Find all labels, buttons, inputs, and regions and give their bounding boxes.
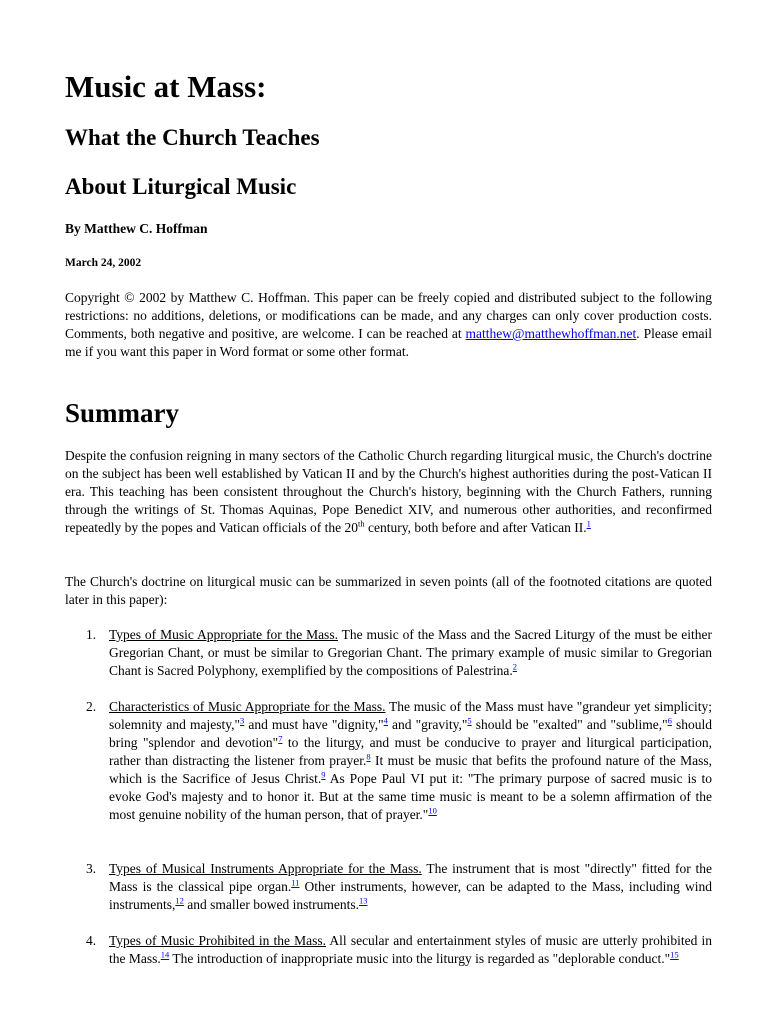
list-number: 2. [86,699,97,714]
summary-text-end: century, both before and after Vatican II. [364,520,587,535]
document-subtitle-2: About Liturgical Music [65,174,297,199]
footnote-link[interactable]: 10 [428,805,437,816]
point-heading: Types of Music Appropriate for the Mass. [109,627,338,642]
footnote-link[interactable]: 6 [667,715,672,726]
footnote-link[interactable]: 5 [467,715,472,726]
footnote-link[interactable]: 11 [291,877,300,888]
publication-date: March 24, 2002 [65,257,142,269]
email-link[interactable]: matthew@matthewhoffman.net [465,326,637,341]
point-text: should be "exalted" and "sublime," [471,717,668,732]
point-text: and must have "dignity," [244,717,384,732]
copyright-paragraph [65,289,712,361]
point-heading: Characteristics of Music Appropriate for the Mass. [109,699,386,714]
document-title: Music at Mass: [65,69,267,104]
point-text: All secular and entertainment styles of music are utterly prohibited in the Mass. [109,933,712,966]
footnote-link[interactable]: 8 [366,751,371,762]
footnote-link[interactable]: 12 [175,895,184,906]
document-subtitle-1: What the Church Teaches [65,125,320,150]
list-item-text [109,698,712,824]
point-text: The instrument that is most "directly" fitted for the Mass is the classical pipe organ. [109,861,713,894]
ordinal-suffix: th [358,518,365,529]
point-text: to the liturgy, and must be conducive to prayer and liturgical participation, rather than distracting the listener from prayer. [109,735,712,768]
author-byline: By Matthew C. Hoffman [65,221,208,236]
footnote-link[interactable]: 9 [321,769,326,780]
copyright-text-end: . Please email me if you want this paper in Word format or some other format. [65,326,712,359]
list-number: 4. [86,933,97,948]
list-item-text [109,626,712,680]
point-heading: Types of Music Prohibited in the Mass. [109,933,327,948]
point-text: The introduction of inappropriate music into the liturgy is regarded as "deplorable conduct." [169,951,671,966]
summary-intro-paragraph: The Church's doctrine on liturgical music can be summarized in seven points (all of the footnoted citations are quoted later in this paper): [65,574,712,607]
footnote-link[interactable]: 7 [278,733,283,744]
footnote-link[interactable]: 13 [358,895,368,906]
point-text: The music of the Mass and the Sacred Liturgy of the must be either Gregorian Chant, or must be similar to Gregorian Chant. The primary example of music similar to Gregorian Chant is Sacred Polyphony, exemplified by the compositions of Palestrina. [109,627,712,678]
summary-text: Despite the confusion reigning in many sectors of the Catholic Church regarding liturgical music, the Church's doctrine on the subject has been well established by Vatican II and by the Church's highest authorities during the post-Vatican II era. This teaching has been consistent throughout the Church's history, beginning with the Church Fathers, running through the writings of St. Thomas Aquinas, Pope Benedict XIV, and numerous other authorities, and reconfirmed repeatedly by the popes and Vatican officials of the 20 [65,448,712,535]
copyright-text: Copyright © 2002 by Matthew C. Hoffman. This paper can be freely copied and distributed subject to the following restrictions: no additions, deletions, or modifications can be made, and any charges can only cover production costs. Comments, both negative and positive, are welcome. I can be reached at [65,290,712,341]
footnote-link[interactable]: 3 [239,715,245,726]
footnote-link[interactable]: 15 [670,949,679,960]
footnote-link[interactable]: 2 [512,661,517,672]
point-text: As Pope Paul VI put it: "The primary purpose of sacred music is to evoke God's majesty and to honor it. But at the same time music is meant to be a solemn affirmation of the most genuine nobility of the human person, that of prayer." [109,771,712,822]
point-text: It must be music that befits the profound nature of the Mass, which is the Sacrifice of Jesus Christ. [109,753,712,786]
point-text: Other instruments, however, can be adapted to the Mass, including wind instruments, [109,879,713,912]
list-number: 1. [86,627,97,642]
list-item-text [109,932,712,968]
footnote-link[interactable]: 14 [160,949,170,960]
point-text: The music of the Mass must have "grandeur yet simplicity; solemnity and majesty," [109,699,713,732]
summary-paragraph [65,447,712,537]
footnote-link[interactable]: 4 [383,715,388,726]
point-text: should bring "splendor and devotion" [109,717,712,750]
point-text: and smaller bowed instruments. [183,897,359,912]
point-heading: Types of Musical Instruments Appropriate for the Mass. [109,861,422,876]
list-item-text [109,860,712,914]
footnote-link[interactable]: 1 [586,518,591,529]
point-text: and "gravity," [387,717,468,732]
list-number: 3. [86,861,97,876]
summary-heading: Summary [65,398,179,428]
